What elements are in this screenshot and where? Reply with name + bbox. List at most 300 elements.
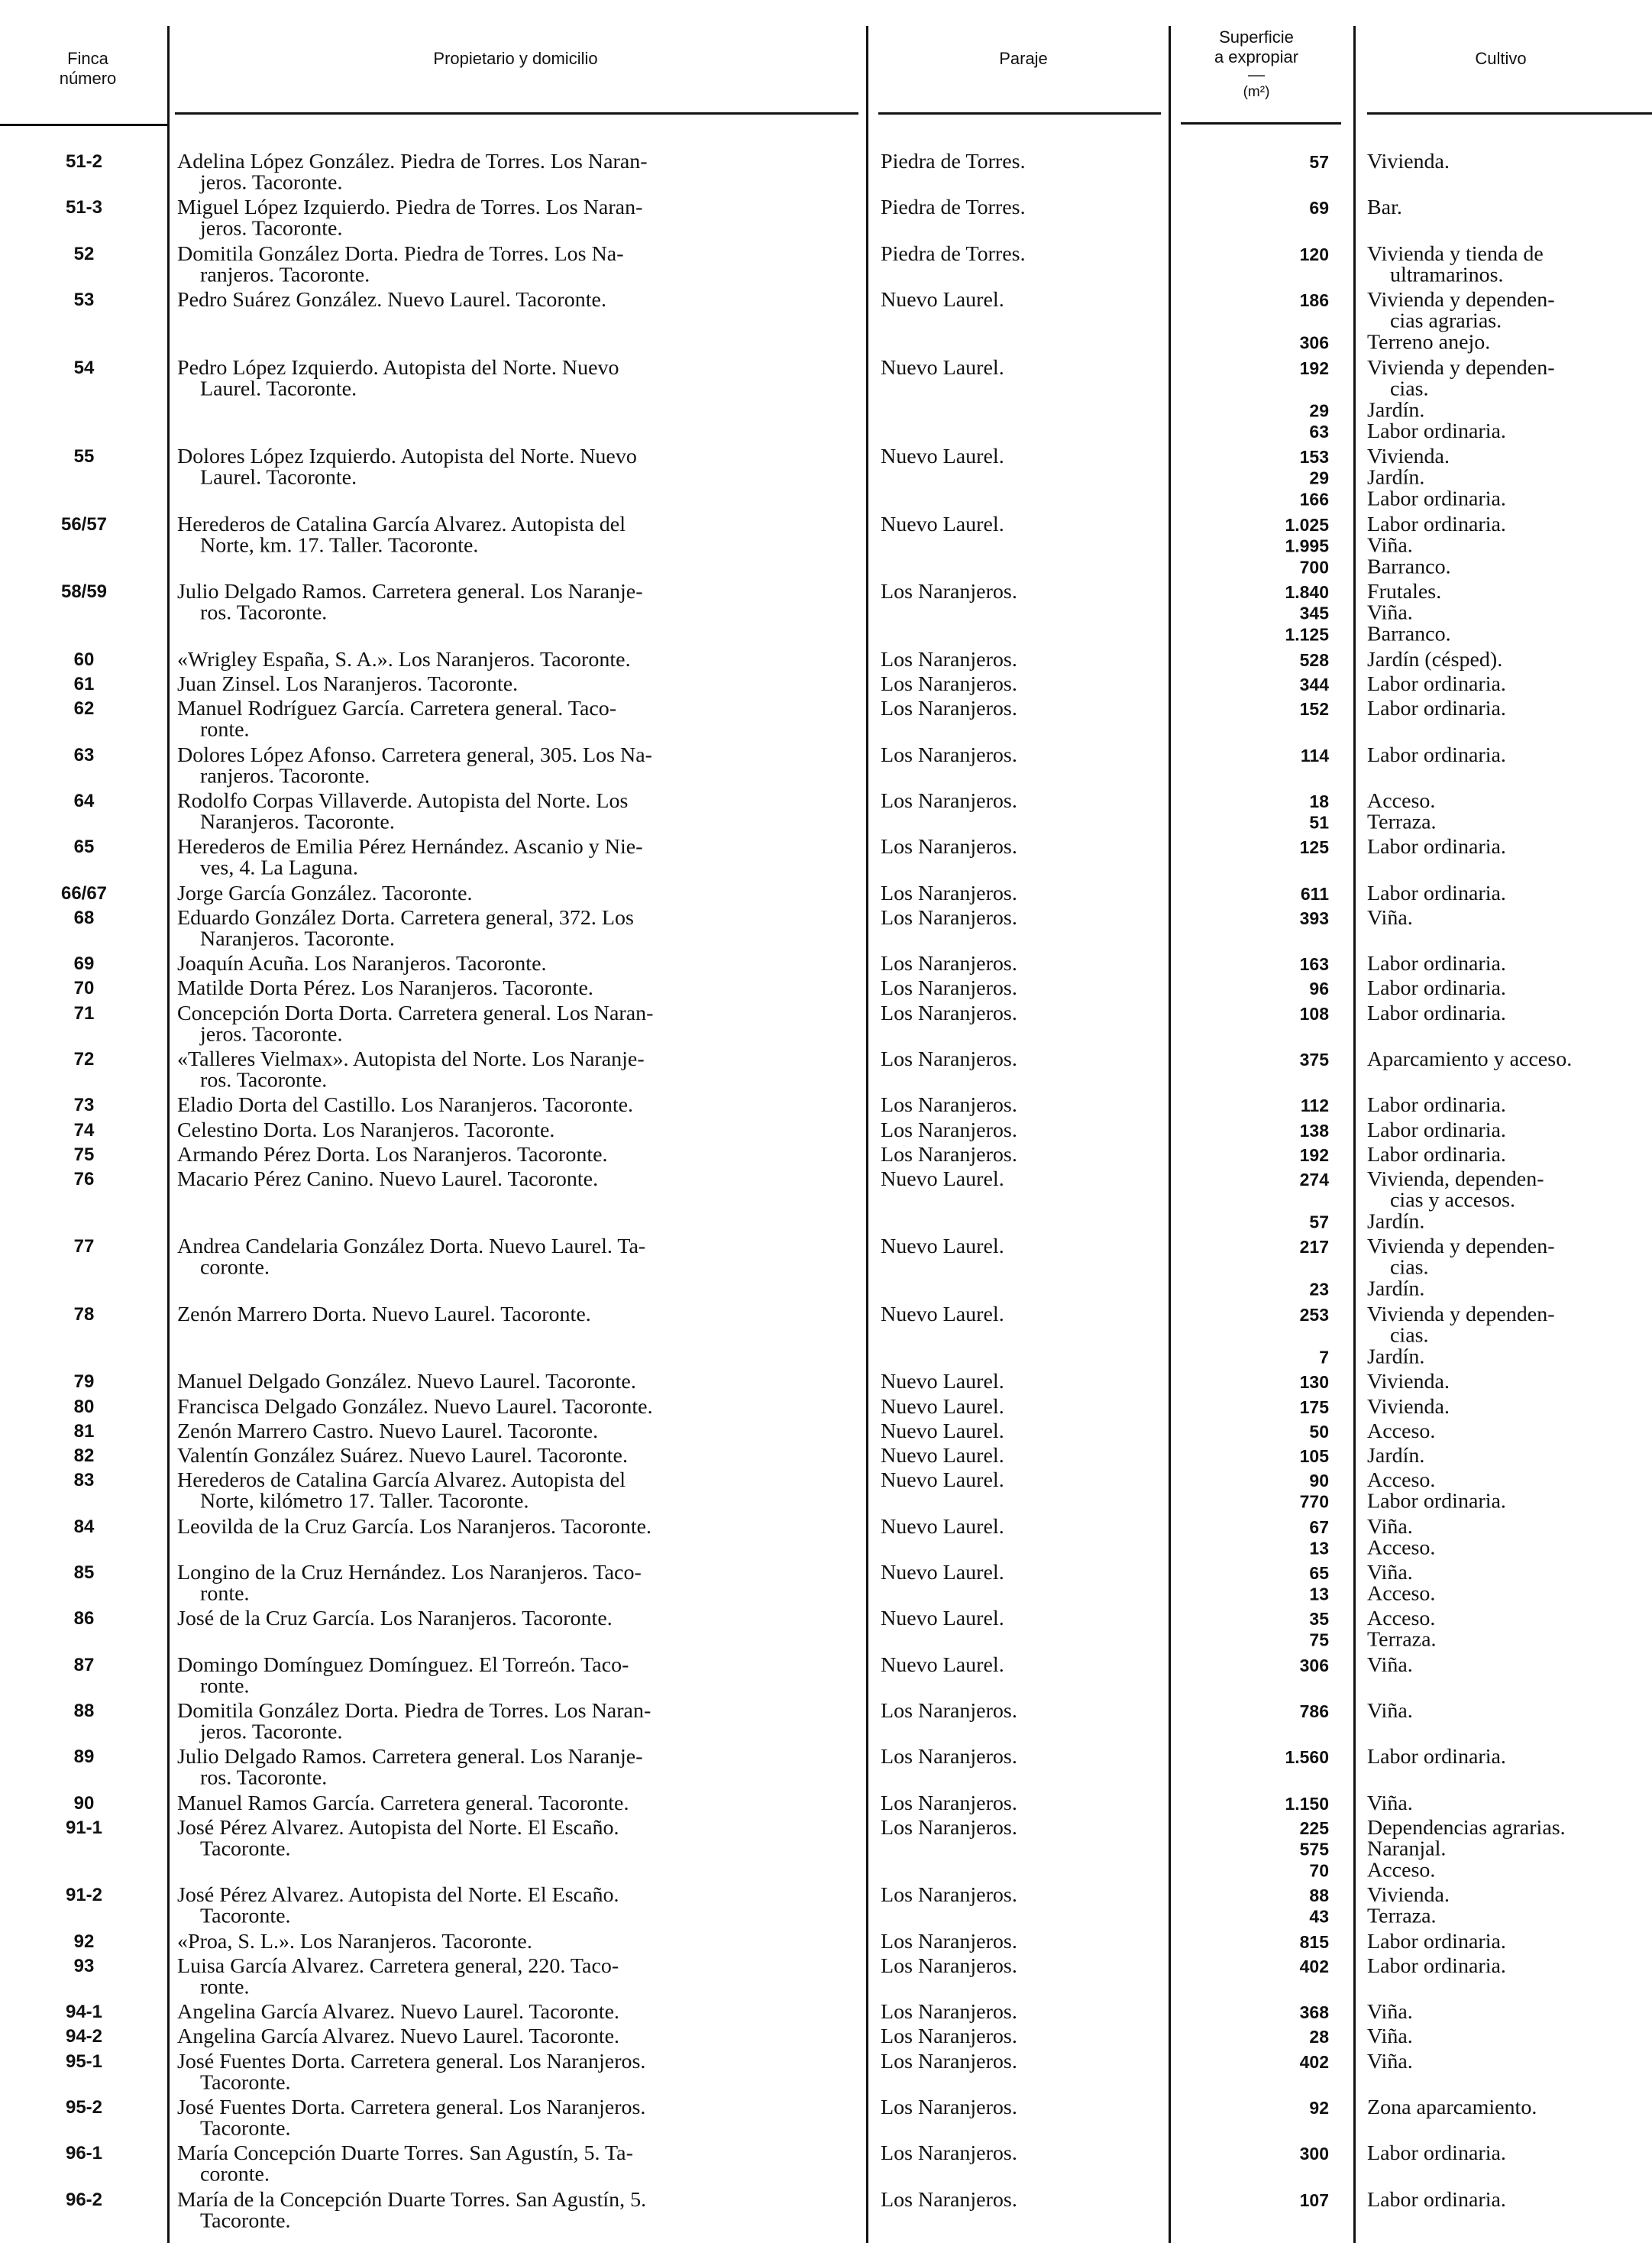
- owner-cell: [177, 791, 853, 833]
- cultivo-value: Viña.: [1367, 2025, 1413, 2049]
- owner-line: ranjeros. Tacoronte.: [200, 263, 370, 287]
- cultivo-value: Acceso.: [1367, 1468, 1436, 1492]
- finca-number: 69: [73, 953, 95, 975]
- header-propietario: Propietario y domicilio: [433, 49, 598, 68]
- owner-line: Julio Delgado Ramos. Carretera general. Los Naranje-: [177, 1745, 643, 1769]
- owner-line: Domitila González Dorta. Piedra de Torres. Los Naran-: [177, 1698, 651, 1723]
- superficie-value: 88: [1309, 1885, 1329, 1906]
- header-paraje: Paraje: [999, 49, 1048, 68]
- finca-number: 85: [73, 1562, 95, 1583]
- cultivo-cell: [1367, 1236, 1650, 1300]
- owner-line: «Proa, S. L.». Los Naranjeros. Tacoronte.: [177, 1929, 532, 1953]
- cultivo-value: Jardín.: [1367, 1443, 1425, 1468]
- finca-number: 56/57: [60, 513, 108, 535]
- superficie-cell: [1184, 1397, 1329, 1418]
- owner-cell: [177, 241, 853, 287]
- superficie-cell: [1184, 1470, 1329, 1513]
- paraje-cell: Nuevo Laurel.: [881, 512, 1004, 536]
- finca-number: 92: [73, 1931, 95, 1952]
- owner-line: Naranjeros. Tacoronte.: [200, 927, 395, 951]
- paraje-cell: Los Naranjeros.: [881, 2141, 1017, 2166]
- header-finca-line2: número: [59, 69, 117, 88]
- owner-cell: [177, 1304, 853, 1325]
- owner-cell: [177, 649, 853, 671]
- owner-line: ros. Tacoronte.: [200, 1068, 328, 1092]
- superficie-cell: [1184, 883, 1329, 905]
- owner-line: José Pérez Alvarez. Autopista del Norte. El Escaño.: [177, 1883, 619, 1908]
- owner-cell: [177, 2002, 853, 2023]
- cultivo-cell: [1367, 2143, 1650, 2164]
- superficie-value: 13: [1309, 1584, 1329, 1604]
- paraje-cell: Los Naranjeros.: [881, 976, 1017, 1001]
- superficie-cell: [1184, 1956, 1329, 1977]
- finca-number: 71: [73, 1002, 95, 1024]
- paraje-cell: Los Naranjeros.: [881, 1047, 1017, 1071]
- owner-line: María de la Concepción Duarte Torres. San Agustín, 5.: [177, 2187, 647, 2212]
- owner-cell: [177, 1516, 853, 1538]
- superficie-value: 125: [1299, 837, 1329, 858]
- paraje-cell: Los Naranjeros.: [881, 2187, 1017, 2212]
- owner-cell: [177, 1931, 853, 1953]
- cultivo-cell: [1367, 978, 1650, 999]
- cultivo-value: Labor ordinaria.: [1367, 743, 1506, 767]
- finca-number: 72: [73, 1048, 95, 1070]
- paraje-cell: Nuevo Laurel.: [881, 288, 1004, 312]
- superficie-value: 50: [1309, 1421, 1329, 1442]
- superficie-cell: [1184, 514, 1329, 578]
- superficie-cell: [1184, 1169, 1329, 1232]
- superficie-cell: [1184, 649, 1329, 671]
- superficie-value: 67: [1309, 1516, 1329, 1537]
- cultivo-value: Barranco.: [1367, 555, 1451, 579]
- superficie-cell: [1184, 978, 1329, 999]
- finca-number: 55: [73, 446, 95, 468]
- owner-cell: [177, 1885, 853, 1927]
- finca-number: 94-1: [65, 2002, 103, 2023]
- finca-number: 88: [73, 1700, 95, 1721]
- cultivo-value: Vivienda y dependen-: [1367, 1235, 1555, 1259]
- superficie-value: 402: [1299, 2051, 1329, 2072]
- owner-line: Zenón Marrero Dorta. Nuevo Laurel. Tacoronte.: [177, 1302, 591, 1326]
- superficie-value: 300: [1299, 2144, 1329, 2164]
- superficie-value: 770: [1299, 1491, 1329, 1512]
- header-finca-line1: Finca: [67, 49, 108, 68]
- cultivo-value: Terraza.: [1367, 810, 1437, 834]
- cultivo-cell: [1367, 953, 1650, 975]
- cultivo-cell: [1367, 745, 1650, 766]
- owner-line: Tacoronte.: [200, 2070, 291, 2095]
- superficie-value: 611: [1300, 883, 1329, 904]
- superficie-value: 114: [1300, 745, 1329, 765]
- cultivo-cell: [1367, 1608, 1650, 1651]
- paraje-cell: Nuevo Laurel.: [881, 445, 1004, 469]
- finca-number: 90: [73, 1792, 95, 1814]
- owner-cell: [177, 2187, 853, 2233]
- owner-line: Norte, kilómetro 17. Taller. Tacoronte.: [200, 1489, 529, 1513]
- owner-cell: [177, 1608, 853, 1630]
- cultivo-value: Viña.: [1367, 2049, 1413, 2073]
- superficie-cell: [1184, 581, 1329, 645]
- superficie-value: 120: [1299, 244, 1329, 264]
- cultivo-value: Vivienda y tienda de: [1367, 241, 1544, 266]
- superficie-spacer: [1184, 1257, 1329, 1279]
- owner-cell: [177, 2143, 853, 2186]
- superficie-spacer: [1184, 311, 1329, 332]
- finca-number: 76: [73, 1168, 95, 1189]
- cultivo-cell: [1367, 446, 1650, 510]
- paraje-cell: Los Naranjeros.: [881, 1118, 1017, 1142]
- owner-line: jeros. Tacoronte.: [200, 170, 343, 195]
- paraje-cell: Nuevo Laurel.: [881, 1468, 1004, 1492]
- owner-line: Eladio Dorta del Castillo. Los Naranjeros. Tacoronte.: [177, 1093, 634, 1118]
- owner-cell: [177, 1394, 853, 1419]
- owner-cell: [177, 1470, 853, 1513]
- owner-cell: [177, 905, 853, 951]
- header-superficie-line3: —: [1248, 65, 1265, 84]
- paraje-cell: Los Naranjeros.: [881, 672, 1017, 696]
- superficie-cell: [1184, 2097, 1329, 2118]
- cultivo-cell: [1367, 905, 1650, 930]
- superficie-value: 1.560: [1285, 1747, 1329, 1768]
- superficie-value: 96: [1309, 979, 1329, 999]
- cultivo-value: Vivienda.: [1367, 1370, 1450, 1394]
- paraje-cell: Los Naranjeros.: [881, 2095, 1017, 2119]
- owner-line: Juan Zinsel. Los Naranjeros. Tacoronte.: [177, 672, 519, 696]
- cultivo-value: Viña.: [1367, 1791, 1413, 1815]
- owner-line: ronte.: [200, 1581, 250, 1606]
- cultivo-value: Vivienda.: [1367, 1394, 1450, 1419]
- paraje-cell: Los Naranjeros.: [881, 1815, 1017, 1840]
- cultivo-value: Viña.: [1367, 1698, 1413, 1723]
- owner-cell: [177, 978, 853, 999]
- paraje-cell: Los Naranjeros.: [881, 1093, 1017, 1118]
- superficie-cell: [1184, 290, 1329, 353]
- finca-number: 87: [73, 1654, 95, 1675]
- owner-line: Norte, km. 17. Taller. Tacoronte.: [200, 533, 479, 558]
- cultivo-cell: [1367, 1049, 1650, 1070]
- superficie-value: 65: [1309, 1562, 1329, 1583]
- finca-number: 68: [73, 907, 95, 928]
- superficie-cell: [1184, 837, 1329, 858]
- owner-cell: [177, 1236, 853, 1279]
- cultivo-value: ultramarinos.: [1390, 263, 1504, 287]
- superficie-value: 700: [1299, 557, 1329, 578]
- superficie-value: 274: [1299, 1169, 1329, 1189]
- cultivo-value: Labor ordinaria.: [1367, 976, 1506, 1001]
- superficie-value: 786: [1299, 1701, 1329, 1721]
- superficie-value: 1.840: [1285, 582, 1329, 603]
- paraje-cell: Los Naranjeros.: [881, 1001, 1017, 1025]
- cultivo-value: Vivienda.: [1367, 1883, 1450, 1908]
- owner-line: Herederos de Catalina García Alvarez. Autopista del: [177, 1468, 626, 1492]
- finca-number: 94-2: [65, 2026, 103, 2047]
- owner-line: ronte.: [200, 718, 250, 742]
- finca-number: 74: [73, 1119, 95, 1141]
- cultivo-value: Dependencias agrarias.: [1367, 1815, 1566, 1840]
- owner-cell: [177, 1652, 853, 1698]
- superficie-cell: [1184, 1144, 1329, 1166]
- cultivo-value: Jardín.: [1367, 1345, 1425, 1369]
- paraje-cell: Nuevo Laurel.: [881, 1514, 1004, 1539]
- superficie-value: 393: [1299, 908, 1329, 928]
- cultivo-cell: [1367, 698, 1650, 720]
- superficie-cell: [1184, 1445, 1329, 1467]
- owner-cell: [177, 197, 853, 240]
- owner-line: Dolores López Izquierdo. Autopista del Norte. Nuevo: [177, 445, 637, 469]
- paraje-cell: Los Naranjeros.: [881, 952, 1017, 976]
- cultivo-cell: [1367, 151, 1650, 173]
- superficie-value: 29: [1309, 400, 1329, 421]
- superficie-cell: [1184, 1236, 1329, 1300]
- cultivo-value: Zona aparcamiento.: [1367, 2095, 1537, 2119]
- superficie-value: 7: [1319, 1347, 1329, 1367]
- owner-cell: [177, 290, 853, 311]
- cultivo-value: Labor ordinaria.: [1367, 1745, 1506, 1769]
- owner-cell: [177, 698, 853, 741]
- finca-number: 89: [73, 1746, 95, 1768]
- cultivo-cell: [1367, 197, 1650, 218]
- owner-line: Domingo Domínguez Domínguez. El Torreón. Taco-: [177, 1652, 629, 1677]
- superficie-cell: [1184, 1562, 1329, 1605]
- owner-line: Adelina López González. Piedra de Torres. Los Naran-: [177, 150, 648, 173]
- superficie-value: 13: [1309, 1538, 1329, 1558]
- owner-cell: [177, 1445, 853, 1467]
- superficie-cell: [1184, 674, 1329, 695]
- finca-number: 96-1: [65, 2143, 103, 2164]
- owner-line: coronte.: [200, 2163, 270, 2186]
- cultivo-value: Vivienda.: [1367, 445, 1450, 469]
- superficie-value: 90: [1309, 1471, 1329, 1490]
- owner-line: coronte.: [200, 1256, 270, 1280]
- owner-line: ros. Tacoronte.: [200, 601, 328, 626]
- superficie-spacer: [1184, 378, 1329, 400]
- superficie-value: 306: [1299, 1655, 1329, 1675]
- superficie-cell: [1184, 1120, 1329, 1141]
- superficie-value: 402: [1299, 1956, 1329, 1976]
- cultivo-cell: [1367, 1169, 1650, 1232]
- superficie-value: 152: [1299, 699, 1329, 720]
- owner-line: ranjeros. Tacoronte.: [200, 764, 370, 788]
- superficie-cell: [1184, 953, 1329, 975]
- cultivo-cell: [1367, 1144, 1650, 1166]
- superficie-value: 192: [1299, 1144, 1329, 1165]
- superficie-cell: [1184, 1049, 1329, 1070]
- paraje-cell: Nuevo Laurel.: [881, 1302, 1004, 1326]
- paraje-cell: Los Naranjeros.: [881, 580, 1017, 604]
- cultivo-value: Labor ordinaria.: [1367, 512, 1506, 536]
- cultivo-value: cias.: [1390, 377, 1429, 401]
- header-superficie-unit: (m²): [1243, 84, 1270, 100]
- cultivo-value: Labor ordinaria.: [1367, 1489, 1506, 1513]
- superficie-value: 28: [1309, 2027, 1329, 2047]
- cultivo-value: Labor ordinaria.: [1367, 952, 1506, 976]
- superficie-value: 105: [1299, 1445, 1329, 1466]
- cultivo-value: Viña.: [1367, 1560, 1413, 1584]
- owner-line: Eduardo González Dorta. Carretera general, 372. Los: [177, 905, 634, 930]
- finca-number: 58/59: [60, 581, 108, 603]
- finca-number: 83: [73, 1470, 95, 1490]
- superficie-cell: [1184, 1608, 1329, 1651]
- superficie-value: 75: [1309, 1630, 1329, 1650]
- owner-line: «Wrigley España, S. A.». Los Naranjeros. Tacoronte.: [177, 648, 631, 672]
- cultivo-value: Vivienda y dependen-: [1367, 288, 1555, 312]
- cultivo-value: Labor ordinaria.: [1367, 1118, 1506, 1142]
- paraje-cell: Los Naranjeros.: [881, 835, 1017, 859]
- superficie-cell: [1184, 446, 1329, 510]
- superficie-cell: [1184, 1516, 1329, 1559]
- header-cultivo: Cultivo: [1475, 49, 1527, 68]
- superficie-value: 57: [1309, 1212, 1329, 1232]
- paraje-cell: Los Naranjeros.: [881, 881, 1017, 905]
- owner-line: Macario Pérez Canino. Nuevo Laurel. Tacoronte.: [177, 1167, 599, 1191]
- cultivo-value: Terreno anejo.: [1367, 330, 1491, 354]
- owner-cell: [177, 1371, 853, 1393]
- owner-cell: [177, 2097, 853, 2140]
- superficie-value: 43: [1309, 1907, 1329, 1927]
- paraje-cell: Los Naranjeros.: [881, 1142, 1017, 1167]
- cultivo-value: Terraza.: [1367, 1905, 1437, 1928]
- superficie-value: 175: [1299, 1397, 1329, 1417]
- cultivo-value: Terraza.: [1367, 1628, 1437, 1652]
- superficie-value: 815: [1299, 1931, 1329, 1952]
- superficie-value: 575: [1299, 1839, 1329, 1859]
- cultivo-value: Viña.: [1367, 1652, 1413, 1677]
- cultivo-value: Labor ordinaria.: [1367, 2141, 1506, 2166]
- superficie-value: 225: [1299, 1817, 1329, 1838]
- superficie-spacer: [1184, 264, 1329, 286]
- cultivo-cell: [1367, 1885, 1650, 1927]
- superficie-value: 153: [1299, 447, 1329, 468]
- cultivo-cell: [1367, 514, 1650, 578]
- superficie-value: 112: [1300, 1096, 1329, 1116]
- superficie-value: 368: [1299, 2002, 1329, 2023]
- owner-line: ronte.: [200, 1975, 250, 1999]
- paraje-cell: Piedra de Torres.: [881, 196, 1026, 220]
- cultivo-value: Vivienda, dependen-: [1367, 1167, 1544, 1191]
- cultivo-cell: [1367, 674, 1650, 695]
- superficie-value: 345: [1299, 604, 1329, 624]
- cultivo-cell: [1367, 649, 1650, 671]
- cultivo-cell: [1367, 2097, 1650, 2118]
- superficie-cell: [1184, 1701, 1329, 1722]
- owner-cell: [177, 514, 853, 557]
- finca-number: 73: [73, 1095, 95, 1116]
- finca-number: 96-2: [65, 2189, 103, 2210]
- paraje-cell: Los Naranjeros.: [881, 2000, 1017, 2025]
- superficie-cell: [1184, 1003, 1329, 1024]
- superficie-value: 1.995: [1285, 536, 1329, 556]
- superficie-cell: [1184, 791, 1329, 833]
- owner-line: Longino de la Cruz Hernández. Los Naranjeros. Taco-: [177, 1560, 642, 1584]
- cultivo-cell: [1367, 1095, 1650, 1116]
- cultivo-value: Barranco.: [1367, 623, 1451, 646]
- paraje-cell: Los Naranjeros.: [881, 2049, 1017, 2073]
- finca-number: 62: [73, 698, 95, 720]
- finca-number: 93: [73, 1955, 95, 1976]
- superficie-value: 18: [1309, 791, 1329, 811]
- owner-line: Rodolfo Corpas Villaverde. Autopista del Norte. Los: [177, 789, 629, 813]
- owner-line: Luisa García Alvarez. Carretera general, 220. Taco-: [177, 1953, 619, 1978]
- superficie-value: 1.025: [1285, 514, 1329, 535]
- cultivo-value: Labor ordinaria.: [1367, 1142, 1506, 1167]
- superficie-cell: [1184, 244, 1329, 286]
- superficie-cell: [1184, 2051, 1329, 2073]
- owner-line: «Talleres Vielmax». Autopista del Norte. Los Naranje-: [177, 1047, 645, 1071]
- cultivo-cell: [1367, 290, 1650, 353]
- cultivo-value: Frutales.: [1367, 580, 1442, 604]
- finca-number: 66/67: [60, 882, 108, 904]
- header-superficie-line2: a expropiar: [1214, 47, 1299, 66]
- owner-cell: [177, 2026, 853, 2047]
- cultivo-value: Jardín.: [1367, 466, 1425, 490]
- cultivo-cell: [1367, 1516, 1650, 1559]
- cultivo-value: Labor ordinaria.: [1367, 1953, 1506, 1978]
- superficie-cell: [1184, 2026, 1329, 2047]
- owner-cell: [177, 1817, 853, 1860]
- finca-number: 51-2: [65, 151, 103, 172]
- cultivo-cell: [1367, 2002, 1650, 2023]
- superficie-value: 253: [1299, 1304, 1329, 1325]
- owner-line: Herederos de Emilia Pérez Hernández. Ascanio y Nie-: [177, 835, 643, 859]
- cultivo-value: cias.: [1390, 1256, 1429, 1280]
- owner-cell: [177, 581, 853, 624]
- superficie-value: 35: [1309, 1609, 1329, 1630]
- cultivo-value: Acceso.: [1367, 1581, 1436, 1606]
- owner-cell: [177, 1421, 853, 1442]
- cultivo-value: Labor ordinaria.: [1367, 1093, 1506, 1118]
- finca-number: 95-1: [65, 2050, 103, 2072]
- superficie-value: 23: [1309, 1279, 1329, 1300]
- superficie-cell: [1184, 1931, 1329, 1953]
- owner-cell: [177, 2051, 853, 2094]
- paraje-cell: Los Naranjeros.: [881, 1698, 1017, 1723]
- finca-number: 70: [73, 978, 95, 999]
- owner-line: Domitila González Dorta. Piedra de Torres. Los Na-: [177, 241, 624, 266]
- owner-cell: [177, 1793, 853, 1814]
- cultivo-value: Labor ordinaria.: [1367, 672, 1506, 696]
- finca-number: 86: [73, 1608, 95, 1630]
- owner-cell: [177, 1120, 853, 1141]
- owner-line: Leovilda de la Cruz García. Los Naranjeros. Tacoronte.: [177, 1514, 652, 1539]
- superficie-cell: [1184, 151, 1329, 173]
- superficie-value: 57: [1309, 151, 1329, 172]
- cultivo-cell: [1367, 1371, 1650, 1393]
- owner-line: Manuel Delgado González. Nuevo Laurel. Tacoronte.: [177, 1370, 636, 1394]
- paraje-cell: Piedra de Torres.: [881, 150, 1026, 173]
- cultivo-cell: [1367, 241, 1650, 287]
- owner-line: Armando Pérez Dorta. Los Naranjeros. Tacoronte.: [177, 1142, 608, 1167]
- paraje-cell: Los Naranjeros.: [881, 1883, 1017, 1908]
- owner-line: Joaquín Acuña. Los Naranjeros. Tacoronte.: [177, 952, 547, 976]
- cultivo-value: Acceso.: [1367, 1858, 1436, 1882]
- paraje-cell: Los Naranjeros.: [881, 2025, 1017, 2049]
- superficie-cell: [1184, 1885, 1329, 1927]
- superficie-spacer: [1184, 1325, 1329, 1347]
- paraje-cell: Nuevo Laurel.: [881, 1419, 1004, 1443]
- cultivo-value: cias y accesos.: [1390, 1188, 1516, 1212]
- superficie-value: 163: [1299, 954, 1329, 975]
- paraje-cell: Los Naranjeros.: [881, 1791, 1017, 1815]
- superficie-value: 1.150: [1285, 1793, 1329, 1814]
- finca-number: 77: [73, 1236, 95, 1257]
- superficie-cell: [1184, 1817, 1329, 1881]
- finca-number: 78: [73, 1303, 95, 1325]
- owner-line: ves, 4. La Laguna.: [200, 856, 358, 880]
- superficie-cell: [1184, 908, 1329, 929]
- finca-number: 54: [73, 357, 95, 378]
- cultivo-value: Acceso.: [1367, 1419, 1436, 1443]
- owner-line: José Fuentes Dorta. Carretera general. Los Naranjeros.: [177, 2049, 646, 2073]
